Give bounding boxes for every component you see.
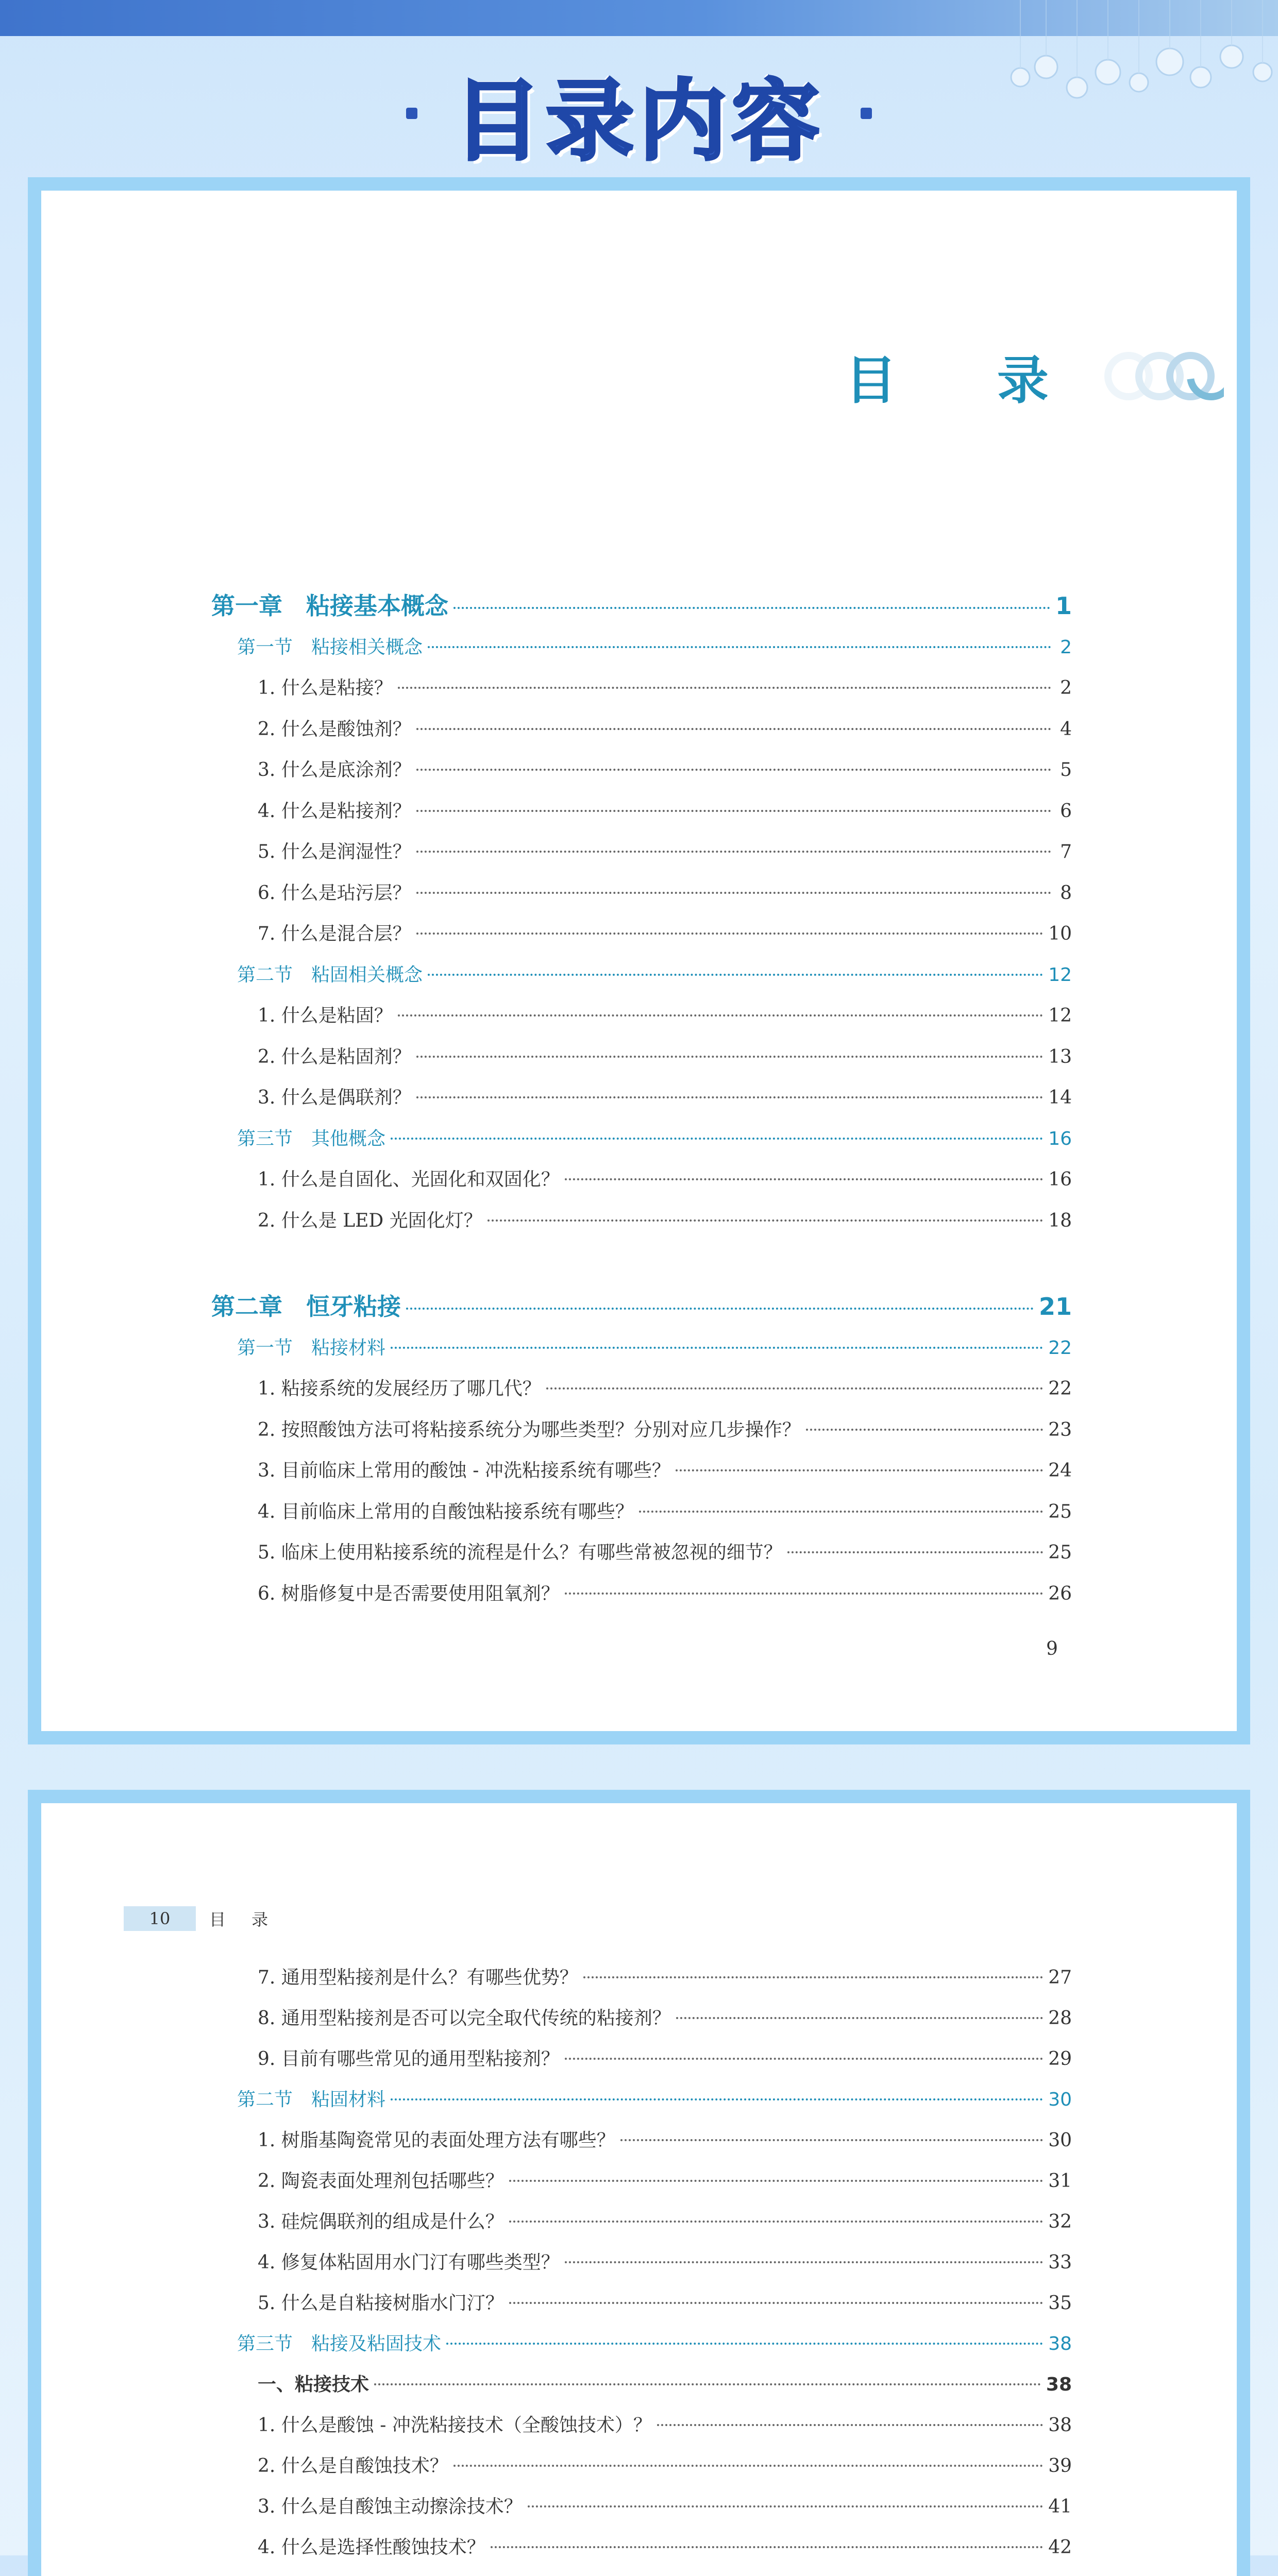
dot-leader: [509, 2302, 1043, 2304]
toc-entry-page: 29: [1048, 2048, 1072, 2070]
toc-entry-label: 一、粘接技术: [258, 2374, 369, 2395]
toc-entry-label: 第三节 粘接及粘固技术: [237, 2333, 442, 2354]
toc-entry-label: 2. 陶瓷表面处理剂包括哪些？: [258, 2171, 504, 2192]
toc-entry-label: 3. 什么是偶联剂？: [258, 1087, 411, 1108]
toc-section-entry: [237, 2085, 1072, 2111]
toc-section-entry: [237, 633, 1072, 659]
toc-entry-label: 4. 什么是粘接剂？: [258, 800, 411, 822]
toc-item-entry: [258, 1963, 1072, 1989]
dot-leader: [546, 1387, 1043, 1389]
toc-entry-page: 33: [1048, 2252, 1072, 2273]
dot-leader: [374, 2383, 1041, 2385]
dot-leader: [391, 2098, 1043, 2100]
toc-heading-text: 目 录: [845, 350, 1090, 411]
dot-leader: [565, 2261, 1043, 2263]
dot-leader: [453, 607, 1050, 609]
running-head-page-tag: 10: [124, 1906, 196, 1931]
dot-leader: [676, 2017, 1043, 2019]
toc-entry-label: 第二节 粘固相关概念: [237, 964, 423, 986]
dot-leader: [453, 2465, 1043, 2467]
banner-title-text: 目录内容: [453, 70, 825, 173]
toc-entry-label: 3. 目前临床上常用的酸蚀 - 冲洗粘接系统有哪些？: [258, 1460, 670, 1481]
dot-leader: [565, 2058, 1043, 2060]
toc-item-entry: [258, 2451, 1072, 2478]
toc-item-entry: [258, 1579, 1072, 1605]
toc-entry-page: 38: [1048, 2415, 1072, 2436]
toc-item-entry: [258, 2533, 1072, 2559]
toc-entry-page: 2: [1060, 636, 1072, 658]
toc-entry-label: 第一节 粘接相关概念: [237, 636, 423, 658]
toc-entry-page: 18: [1048, 1210, 1072, 1231]
toc-page-9: [41, 191, 1237, 1731]
dot-leader: [487, 1219, 1043, 1222]
dot-leader: [416, 769, 1051, 771]
toc-item-entry: [258, 1165, 1072, 1191]
page-number: 9: [1046, 1638, 1058, 1659]
dot-leader: [787, 1551, 1043, 1553]
toc-entry-page: 5: [1060, 759, 1072, 781]
toc-entry-label: 2. 什么是酸蚀剂？: [258, 718, 411, 740]
toc-item-entry: [258, 919, 1072, 945]
toc-entry-label: 4. 修复体粘固用水门汀有哪些类型？: [258, 2252, 560, 2273]
toc-entry-label: 2. 什么是自酸蚀技术？: [258, 2455, 448, 2477]
toc-item-entry: [258, 1538, 1072, 1564]
toc-section-entry: [237, 960, 1072, 987]
dot-leader: [509, 2180, 1043, 2182]
toc-list: [41, 191, 1237, 1731]
toc-entry-label: 1. 什么是酸蚀 - 冲洗粘接技术（全酸蚀技术）？: [258, 2415, 652, 2436]
toc-entry-page: 41: [1048, 2496, 1072, 2517]
toc-entry-page: 6: [1060, 800, 1072, 822]
toc-item-entry: [258, 1415, 1072, 1442]
toc-entry-page: 16: [1048, 1128, 1072, 1149]
toc-entry-label: 1. 什么是粘接？: [258, 677, 393, 699]
toc-entry-page: 35: [1048, 2293, 1072, 2314]
toc-entry-page: 32: [1048, 2211, 1072, 2232]
toc-entry-label: 2. 按照酸蚀方法可将粘接系统分为哪些类型？分别对应几步操作？: [258, 1419, 801, 1440]
toc-entry-page: 7: [1060, 841, 1072, 862]
toc-entry-label: 9. 目前有哪些常见的通用型粘接剂？: [258, 2048, 560, 2070]
toc-item-entry: [258, 1042, 1072, 1069]
toc-entry-label: 4. 目前临床上常用的自酸蚀粘接系统有哪些？: [258, 1501, 634, 1522]
dot-leader: [428, 646, 1051, 648]
toc-entry-page: 27: [1048, 1967, 1072, 1988]
dot-leader: [398, 1014, 1043, 1016]
banner-dot-right: [861, 108, 872, 119]
toc-entry-page: 30: [1048, 2130, 1072, 2151]
toc-entry-page: 12: [1048, 1005, 1072, 1026]
toc-entry-label: 第二章 恒牙粘接: [211, 1293, 401, 1320]
toc-item-entry: [258, 1456, 1072, 1482]
toc-item-entry: [258, 2166, 1072, 2193]
toc-item-entry: [258, 673, 1072, 700]
toc-item-entry: [258, 755, 1072, 782]
banner-dot-left: [406, 108, 417, 119]
dot-leader: [583, 1976, 1043, 1978]
toc-entry-page: 16: [1048, 1169, 1072, 1190]
toc-section-entry: [237, 1124, 1072, 1150]
toc-entry-label: 1. 什么是自固化、光固化和双固化？: [258, 1169, 560, 1190]
toc-section-entry: [237, 2329, 1072, 2355]
dot-leader: [491, 2546, 1043, 2548]
dot-leader: [416, 1096, 1043, 1098]
toc-entry-label: 第一节 粘接材料: [237, 1337, 386, 1359]
toc-item-entry: [258, 837, 1072, 863]
toc-item-entry: [258, 1083, 1072, 1109]
toc-entry-label: 5. 什么是润湿性？: [258, 841, 411, 862]
toc-item-entry: [258, 1374, 1072, 1400]
dot-leader: [416, 1056, 1043, 1058]
dot-leader: [446, 2343, 1043, 2345]
toc-item-entry: [258, 2492, 1072, 2518]
toc-entry-label: 5. 什么是自粘接树脂水门汀？: [258, 2293, 504, 2314]
toc-item-entry: [258, 2370, 1072, 2396]
toc-entry-page: 13: [1048, 1046, 1072, 1067]
toc-entry-label: 1. 什么是粘固？: [258, 1005, 393, 1026]
toc-item-entry: [258, 796, 1072, 823]
toc-entry-label: 7. 通用型粘接剂是什么？有哪些优势？: [258, 1967, 578, 1988]
dot-leader: [657, 2424, 1043, 2426]
toc-page-10: [41, 1803, 1237, 2576]
toc-item-entry: [258, 878, 1072, 905]
toc-entry-page: 12: [1048, 964, 1072, 986]
toc-entry-page: 2: [1060, 677, 1072, 699]
toc-entry-label: 第三节 其他概念: [237, 1128, 386, 1149]
toc-section-entry: [237, 1333, 1072, 1360]
toc-entry-label: 1. 粘接系统的发展经历了哪几代？: [258, 1378, 541, 1399]
toc-item-entry: [258, 2004, 1072, 2030]
toc-chapter-entry: [211, 1288, 1072, 1322]
dot-leader: [676, 1469, 1043, 1471]
toc-chapter-entry: [211, 587, 1072, 621]
dot-leader: [565, 1592, 1043, 1595]
toc-entry-page: 42: [1048, 2537, 1072, 2558]
toc-entry-label: 2. 什么是 LED 光固化灯？: [258, 1210, 482, 1231]
toc-entry-label: 5. 临床上使用粘接系统的流程是什么？有哪些常被忽视的细节？: [258, 1542, 782, 1563]
toc-entry-label: 4. 什么是选择性酸蚀技术？: [258, 2537, 485, 2558]
dot-leader: [406, 1308, 1034, 1310]
toc-entry-page: 21: [1038, 1293, 1072, 1320]
toc-entry-label: 6. 树脂修复中是否需要使用阻氧剂？: [258, 1583, 560, 1604]
toc-item-entry: [258, 1497, 1072, 1523]
banner-title: [0, 62, 1278, 173]
dot-leader: [416, 810, 1051, 812]
toc-entry-page: 22: [1048, 1378, 1072, 1399]
dot-leader: [639, 1511, 1043, 1513]
dot-leader: [416, 851, 1051, 853]
dot-leader: [391, 1347, 1043, 1349]
toc-entry-page: 10: [1048, 923, 1072, 944]
toc-entry-page: 8: [1060, 882, 1072, 904]
toc-entry-page: 38: [1048, 2333, 1072, 2354]
dot-leader: [398, 687, 1051, 689]
toc-item-entry: [258, 2044, 1072, 2071]
dot-leader: [620, 2139, 1043, 2141]
toc-entry-label: 8. 通用型粘接剂是否可以完全取代传统的粘接剂？: [258, 2008, 671, 2029]
toc-entry-page: 14: [1048, 1087, 1072, 1108]
toc-entry-page: 1: [1055, 592, 1072, 620]
dot-leader: [565, 1178, 1043, 1180]
toc-entry-label: 第二节 粘固材料: [237, 2089, 386, 2110]
toc-item-entry: [258, 2289, 1072, 2315]
toc-item-entry: [258, 2126, 1072, 2152]
toc-entry-label: 6. 什么是玷污层？: [258, 882, 411, 904]
toc-item-entry: [258, 1206, 1072, 1232]
toc-entry-label: 第一章 粘接基本概念: [211, 592, 448, 620]
dot-leader: [509, 2221, 1043, 2223]
toc-entry-label: 7. 什么是混合层？: [258, 923, 411, 944]
dot-leader: [416, 933, 1043, 935]
toc-entry-page: 25: [1048, 1542, 1072, 1563]
dot-leader: [806, 1429, 1043, 1431]
toc-entry-label: 3. 什么是底涂剂？: [258, 759, 411, 781]
toc-entry-label: 3. 硅烷偶联剂的组成是什么？: [258, 2211, 504, 2232]
toc-entry-page: 30: [1048, 2089, 1072, 2110]
dot-leader: [428, 974, 1043, 976]
toc-entry-page: 25: [1048, 1501, 1072, 1522]
toc-item-entry: [258, 2207, 1072, 2233]
dot-leader: [416, 892, 1051, 894]
toc-entry-page: 26: [1048, 1583, 1072, 1604]
toc-entry-label: 2. 什么是粘固剂？: [258, 1046, 411, 1067]
dot-leader: [528, 2505, 1043, 2507]
toc-entry-page: 28: [1048, 2008, 1072, 2029]
running-head-label: 目 录: [209, 1910, 279, 1929]
dot-leader: [391, 1138, 1043, 1140]
toc-entry-page: 24: [1048, 1460, 1072, 1481]
toc-entry-page: 31: [1048, 2171, 1072, 2192]
toc-entry-page: 4: [1060, 718, 1072, 740]
toc-entry-page: 38: [1046, 2374, 1072, 2395]
toc-item-entry: [258, 1001, 1072, 1027]
toc-list: [41, 1803, 1237, 2576]
toc-entry-label: 1. 树脂基陶瓷常见的表面处理方法有哪些？: [258, 2130, 615, 2151]
toc-item-entry: [258, 2411, 1072, 2437]
toc-item-entry: [258, 715, 1072, 741]
dot-leader: [416, 728, 1051, 730]
toc-entry-page: 23: [1048, 1419, 1072, 1440]
toc-entry-page: 39: [1048, 2455, 1072, 2477]
toc-entry-page: 22: [1048, 1337, 1072, 1359]
toc-item-entry: [258, 2248, 1072, 2274]
toc-entry-label: 3. 什么是自酸蚀主动擦涂技术？: [258, 2496, 523, 2517]
